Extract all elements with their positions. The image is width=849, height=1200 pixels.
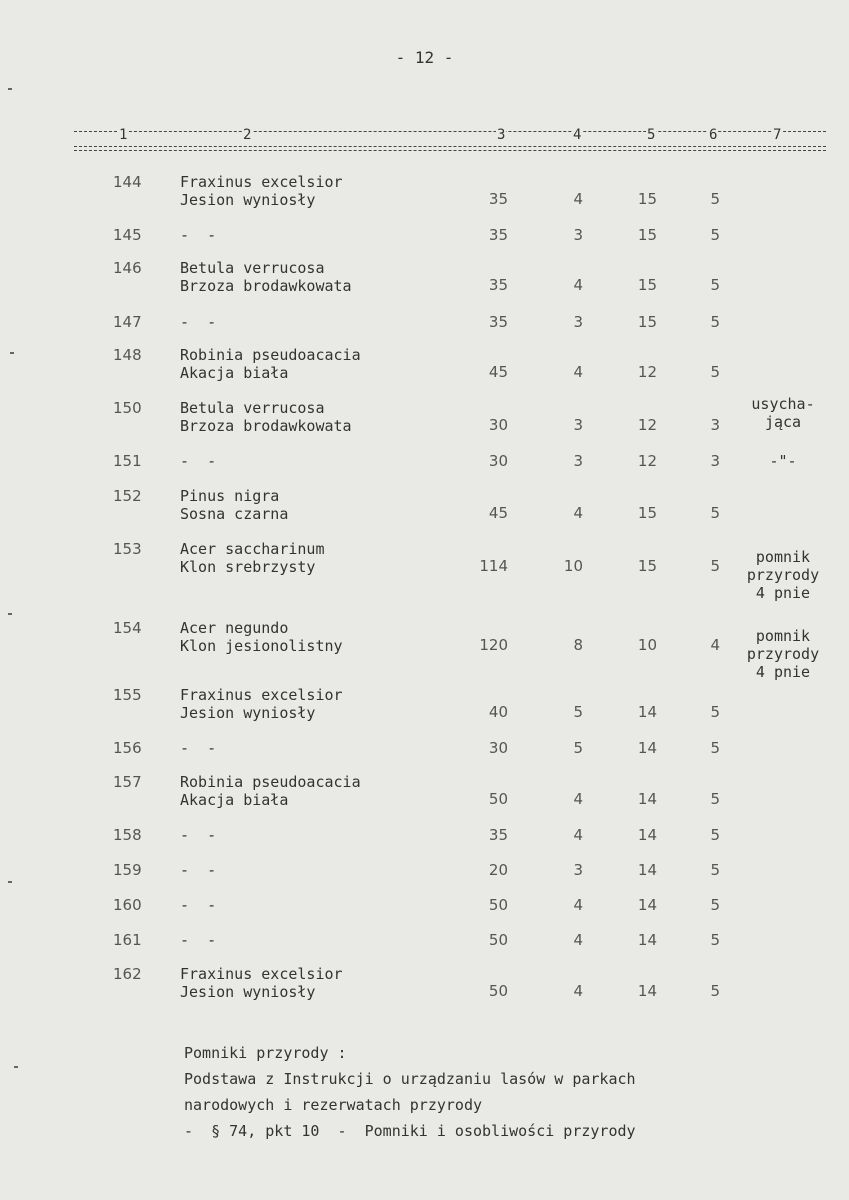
remark: pomnik przyrody 4 pnie bbox=[746, 627, 820, 681]
col-header-3: 3 bbox=[497, 127, 506, 143]
col6-value: 4 bbox=[710, 636, 720, 654]
col6-value: 5 bbox=[710, 313, 720, 331]
col4-value: 4 bbox=[573, 896, 583, 914]
col5-value: 14 bbox=[637, 826, 657, 844]
row-number: 162 bbox=[113, 965, 142, 983]
margin-mark bbox=[8, 613, 12, 615]
col4-value: 10 bbox=[563, 557, 583, 575]
col6-value: 5 bbox=[710, 703, 720, 721]
species-polish: Brzoza brodawkowata bbox=[180, 277, 352, 295]
row-number: 155 bbox=[113, 686, 142, 704]
col4-value: 4 bbox=[573, 504, 583, 522]
species-latin: Pinus nigra bbox=[180, 487, 280, 505]
col4-value: 4 bbox=[573, 982, 583, 1000]
col4-value: 4 bbox=[573, 363, 583, 381]
col6-value: 5 bbox=[710, 826, 720, 844]
species-latin: Fraxinus excelsior bbox=[180, 686, 343, 704]
row-number: 152 bbox=[113, 487, 142, 505]
col-header-1: 1 bbox=[119, 127, 128, 143]
col-header-6: 6 bbox=[709, 127, 718, 143]
row-number: 153 bbox=[113, 540, 142, 558]
col4-value: 4 bbox=[573, 931, 583, 949]
col-header-7: 7 bbox=[773, 127, 782, 143]
col5-value: 14 bbox=[637, 703, 657, 721]
species-latin: Betula verrucosa bbox=[180, 259, 325, 277]
row-number: 150 bbox=[113, 399, 142, 417]
species-polish: Brzoza brodawkowata bbox=[180, 417, 352, 435]
col5-value: 15 bbox=[637, 557, 657, 575]
col3-value: 120 bbox=[479, 636, 508, 654]
species-polish: Sosna czarna bbox=[180, 505, 289, 523]
margin-mark bbox=[8, 88, 12, 90]
footer-line-1: Pomniki przyrody : bbox=[184, 1044, 347, 1062]
col4-value: 4 bbox=[573, 826, 583, 844]
col3-value: 35 bbox=[488, 190, 508, 208]
col3-value: 35 bbox=[488, 226, 508, 244]
species-latin: - - bbox=[180, 931, 217, 949]
species-polish: Akacja biała bbox=[180, 364, 289, 382]
remark: usycha- jąca bbox=[751, 395, 815, 431]
row-number: 145 bbox=[113, 226, 142, 244]
col3-value: 20 bbox=[488, 861, 508, 879]
col3-value: 30 bbox=[488, 739, 508, 757]
col4-value: 8 bbox=[573, 636, 583, 654]
col5-value: 14 bbox=[637, 896, 657, 914]
row-number: 148 bbox=[113, 346, 142, 364]
col4-value: 5 bbox=[573, 703, 583, 721]
col6-value: 3 bbox=[710, 416, 720, 434]
col4-value: 4 bbox=[573, 790, 583, 808]
col3-value: 50 bbox=[488, 790, 508, 808]
species-polish: Jesion wyniosły bbox=[180, 704, 316, 722]
col5-value: 14 bbox=[637, 982, 657, 1000]
col3-value: 40 bbox=[488, 703, 508, 721]
species-polish: Jesion wyniosły bbox=[180, 191, 316, 209]
col3-value: 30 bbox=[488, 452, 508, 470]
col6-value: 3 bbox=[710, 452, 720, 470]
species-latin: - - bbox=[180, 826, 217, 844]
col6-value: 5 bbox=[710, 276, 720, 294]
row-number: 159 bbox=[113, 861, 142, 879]
row-number: 151 bbox=[113, 452, 142, 470]
row-number: 158 bbox=[113, 826, 142, 844]
col4-value: 3 bbox=[573, 226, 583, 244]
col3-value: 35 bbox=[488, 276, 508, 294]
col3-value: 35 bbox=[488, 313, 508, 331]
col3-value: 35 bbox=[488, 826, 508, 844]
footer-note bbox=[184, 1040, 636, 1144]
row-number: 154 bbox=[113, 619, 142, 637]
row-number: 157 bbox=[113, 773, 142, 791]
col6-value: 5 bbox=[710, 982, 720, 1000]
col5-value: 10 bbox=[637, 636, 657, 654]
remark: -"- bbox=[769, 452, 797, 470]
col5-value: 14 bbox=[637, 931, 657, 949]
species-latin: - - bbox=[180, 861, 217, 879]
species-latin: - - bbox=[180, 452, 217, 470]
col5-value: 14 bbox=[637, 861, 657, 879]
col5-value: 14 bbox=[637, 739, 657, 757]
col5-value: 15 bbox=[637, 226, 657, 244]
col3-value: 45 bbox=[488, 504, 508, 522]
remark: pomnik przyrody 4 pnie bbox=[746, 548, 820, 602]
col3-value: 114 bbox=[479, 557, 508, 575]
row-number: 161 bbox=[113, 931, 142, 949]
col6-value: 5 bbox=[710, 861, 720, 879]
col3-value: 30 bbox=[488, 416, 508, 434]
species-polish: Akacja biała bbox=[180, 791, 289, 809]
col4-value: 5 bbox=[573, 739, 583, 757]
col6-value: 5 bbox=[710, 931, 720, 949]
col5-value: 14 bbox=[637, 790, 657, 808]
footer-line-4: - § 74, pkt 10 - Pomniki i osobliwości przyrody bbox=[184, 1122, 636, 1140]
col4-value: 4 bbox=[573, 190, 583, 208]
row-number: 160 bbox=[113, 896, 142, 914]
margin-mark bbox=[10, 352, 14, 354]
col5-value: 15 bbox=[637, 276, 657, 294]
col5-value: 15 bbox=[637, 190, 657, 208]
col3-value: 50 bbox=[488, 931, 508, 949]
col4-value: 3 bbox=[573, 313, 583, 331]
species-polish: Klon srebrzysty bbox=[180, 558, 316, 576]
species-latin: Acer saccharinum bbox=[180, 540, 325, 558]
col5-value: 12 bbox=[637, 416, 657, 434]
footer-line-3: narodowych i rezerwatach przyrody bbox=[184, 1096, 483, 1114]
species-latin: Robinia pseudoacacia bbox=[180, 346, 361, 364]
row-number: 156 bbox=[113, 739, 142, 757]
species-latin: - - bbox=[180, 739, 217, 757]
species-latin: Betula verrucosa bbox=[180, 399, 325, 417]
col-header-2: 2 bbox=[243, 127, 252, 143]
page-number: - 12 - bbox=[395, 48, 454, 67]
row-number: 144 bbox=[113, 173, 142, 191]
col6-value: 5 bbox=[710, 226, 720, 244]
species-latin: Acer negundo bbox=[180, 619, 289, 637]
margin-mark bbox=[8, 881, 12, 883]
col5-value: 15 bbox=[637, 504, 657, 522]
col6-value: 5 bbox=[710, 504, 720, 522]
col6-value: 5 bbox=[710, 896, 720, 914]
species-latin: Robinia pseudoacacia bbox=[180, 773, 361, 791]
footer-line-2: Podstawa z Instrukcji o urządzaniu lasów w parkach bbox=[184, 1070, 636, 1088]
row-number: 146 bbox=[113, 259, 142, 277]
col4-value: 3 bbox=[573, 452, 583, 470]
col5-value: 15 bbox=[637, 313, 657, 331]
row-number: 147 bbox=[113, 313, 142, 331]
species-latin: Fraxinus excelsior bbox=[180, 965, 343, 983]
col6-value: 5 bbox=[710, 739, 720, 757]
species-latin: - - bbox=[180, 313, 217, 331]
col4-value: 4 bbox=[573, 276, 583, 294]
col4-value: 3 bbox=[573, 416, 583, 434]
col6-value: 5 bbox=[710, 363, 720, 381]
col3-value: 50 bbox=[488, 896, 508, 914]
species-latin: Fraxinus excelsior bbox=[180, 173, 343, 191]
col6-value: 5 bbox=[710, 790, 720, 808]
species-polish: Jesion wyniosły bbox=[180, 983, 316, 1001]
species-latin: - - bbox=[180, 226, 217, 244]
margin-mark bbox=[14, 1066, 18, 1068]
col-header-4: 4 bbox=[573, 127, 582, 143]
col5-value: 12 bbox=[637, 363, 657, 381]
col6-value: 5 bbox=[710, 190, 720, 208]
col-header-5: 5 bbox=[647, 127, 656, 143]
col6-value: 5 bbox=[710, 557, 720, 575]
col3-value: 50 bbox=[488, 982, 508, 1000]
col4-value: 3 bbox=[573, 861, 583, 879]
species-latin: - - bbox=[180, 896, 217, 914]
col3-value: 45 bbox=[488, 363, 508, 381]
col5-value: 12 bbox=[637, 452, 657, 470]
species-polish: Klon jesionolistny bbox=[180, 637, 343, 655]
table-header bbox=[74, 127, 826, 153]
